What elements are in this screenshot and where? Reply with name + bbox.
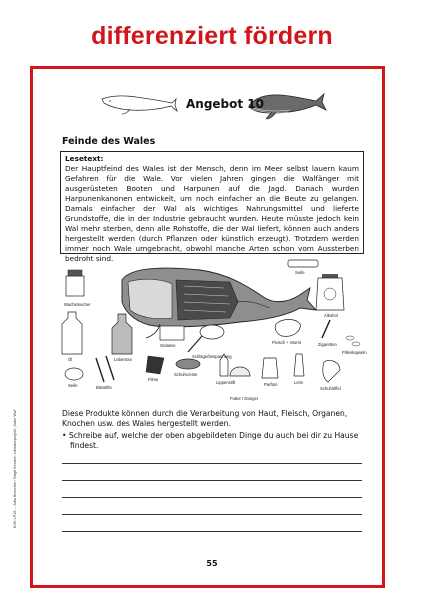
reading-text-title: Lesetext:	[65, 154, 104, 163]
label-lippenstift: Lippenstift	[216, 380, 236, 385]
label-seife-top: Seife	[295, 270, 305, 275]
writing-line[interactable]	[62, 463, 362, 464]
section-title: Feinde des Wales	[62, 136, 156, 147]
instructions-paragraph: Diese Produkte können durch die Verarbeitung von Haut, Fleisch, Organen, Knochen usw. des Wales hergestellt werden.	[62, 409, 348, 429]
sidebar-copyright: BVK LP26 – Jutta Brescher / Birgit Kessler: Literaturprojekt „Sabe Wal"	[13, 408, 17, 528]
bullet-marker: •	[62, 431, 67, 440]
label-schuhcreme: Schuhcreme	[174, 372, 198, 377]
label-zigaretten: Zigaretten	[318, 342, 337, 347]
whale-outline-left-icon	[100, 90, 178, 116]
label-seife-bottom: Seife	[68, 383, 78, 388]
label-leim: Leim	[294, 380, 304, 385]
page-number: 55	[206, 559, 218, 568]
task-item	[62, 431, 362, 451]
label-schlaegerbespannung: Schlägerbespannung	[192, 354, 232, 359]
page-header-title: differenziert fördern	[91, 22, 333, 50]
label-filme: Filme	[148, 377, 159, 382]
label-bleistifte: Bleistifte	[96, 385, 112, 390]
label-wachsmacher: Wachsmacher	[64, 302, 91, 307]
label-schuhloeffel: Schuhlöffel	[320, 386, 341, 391]
reading-text-box	[60, 151, 364, 263]
writing-line[interactable]	[62, 514, 362, 515]
label-pillenkapseln: Pillenkapseln	[342, 350, 367, 355]
label-alkohol: Alkohol	[324, 313, 338, 318]
whale-anatomy-icon	[60, 258, 365, 404]
writing-line[interactable]	[62, 497, 362, 498]
task-text: Schreibe auf, welche der oben abgebildeten Dinge du auch bei dir zu Hause findest.	[68, 431, 359, 451]
reading-text-body: Der Hauptfeind des Wales ist der Mensch, denn im Meer selbst lauern kaum Gefahren für die Wale. Vor vielen Jahren gingen die Walfänger mit ausgerüsteten Booten und Harpunen auf die Jagd. Danach wurden Harpunenkanonen entwickelt, um noch einfacher an die Beute zu gelangen. Damals einfacher der Wal als wichtiges Nahrungsmittel und lieferte Grundstoffe, die in der Industrie gebraucht wurden. Heute müsste jedoch kein Wal mehr sterben, denn alle Rohstoffe, die der Wal liefert, können auch anders hergestellt werden (durch Pflanzen oder künstlich erzeugt). Trotzdem werden immer noch Wale umgebracht, obwohl manche Arten schon vom Aussterben bedroht sind.	[65, 164, 359, 263]
label-oel: Öl	[68, 357, 73, 362]
label-fleisch-wurst: Fleisch + Wurst	[272, 340, 301, 345]
label-lebertran: Lebertran	[114, 357, 132, 362]
label-parfuem: Parfüm	[264, 382, 278, 387]
writing-line[interactable]	[62, 480, 362, 481]
label-gelatine: Gelatine	[160, 343, 176, 348]
writing-line[interactable]	[62, 531, 362, 532]
label-futter-duenger: Futter / Dünger	[230, 396, 259, 401]
products-illustration	[60, 258, 365, 404]
offer-label: Angebot 10	[186, 97, 265, 111]
